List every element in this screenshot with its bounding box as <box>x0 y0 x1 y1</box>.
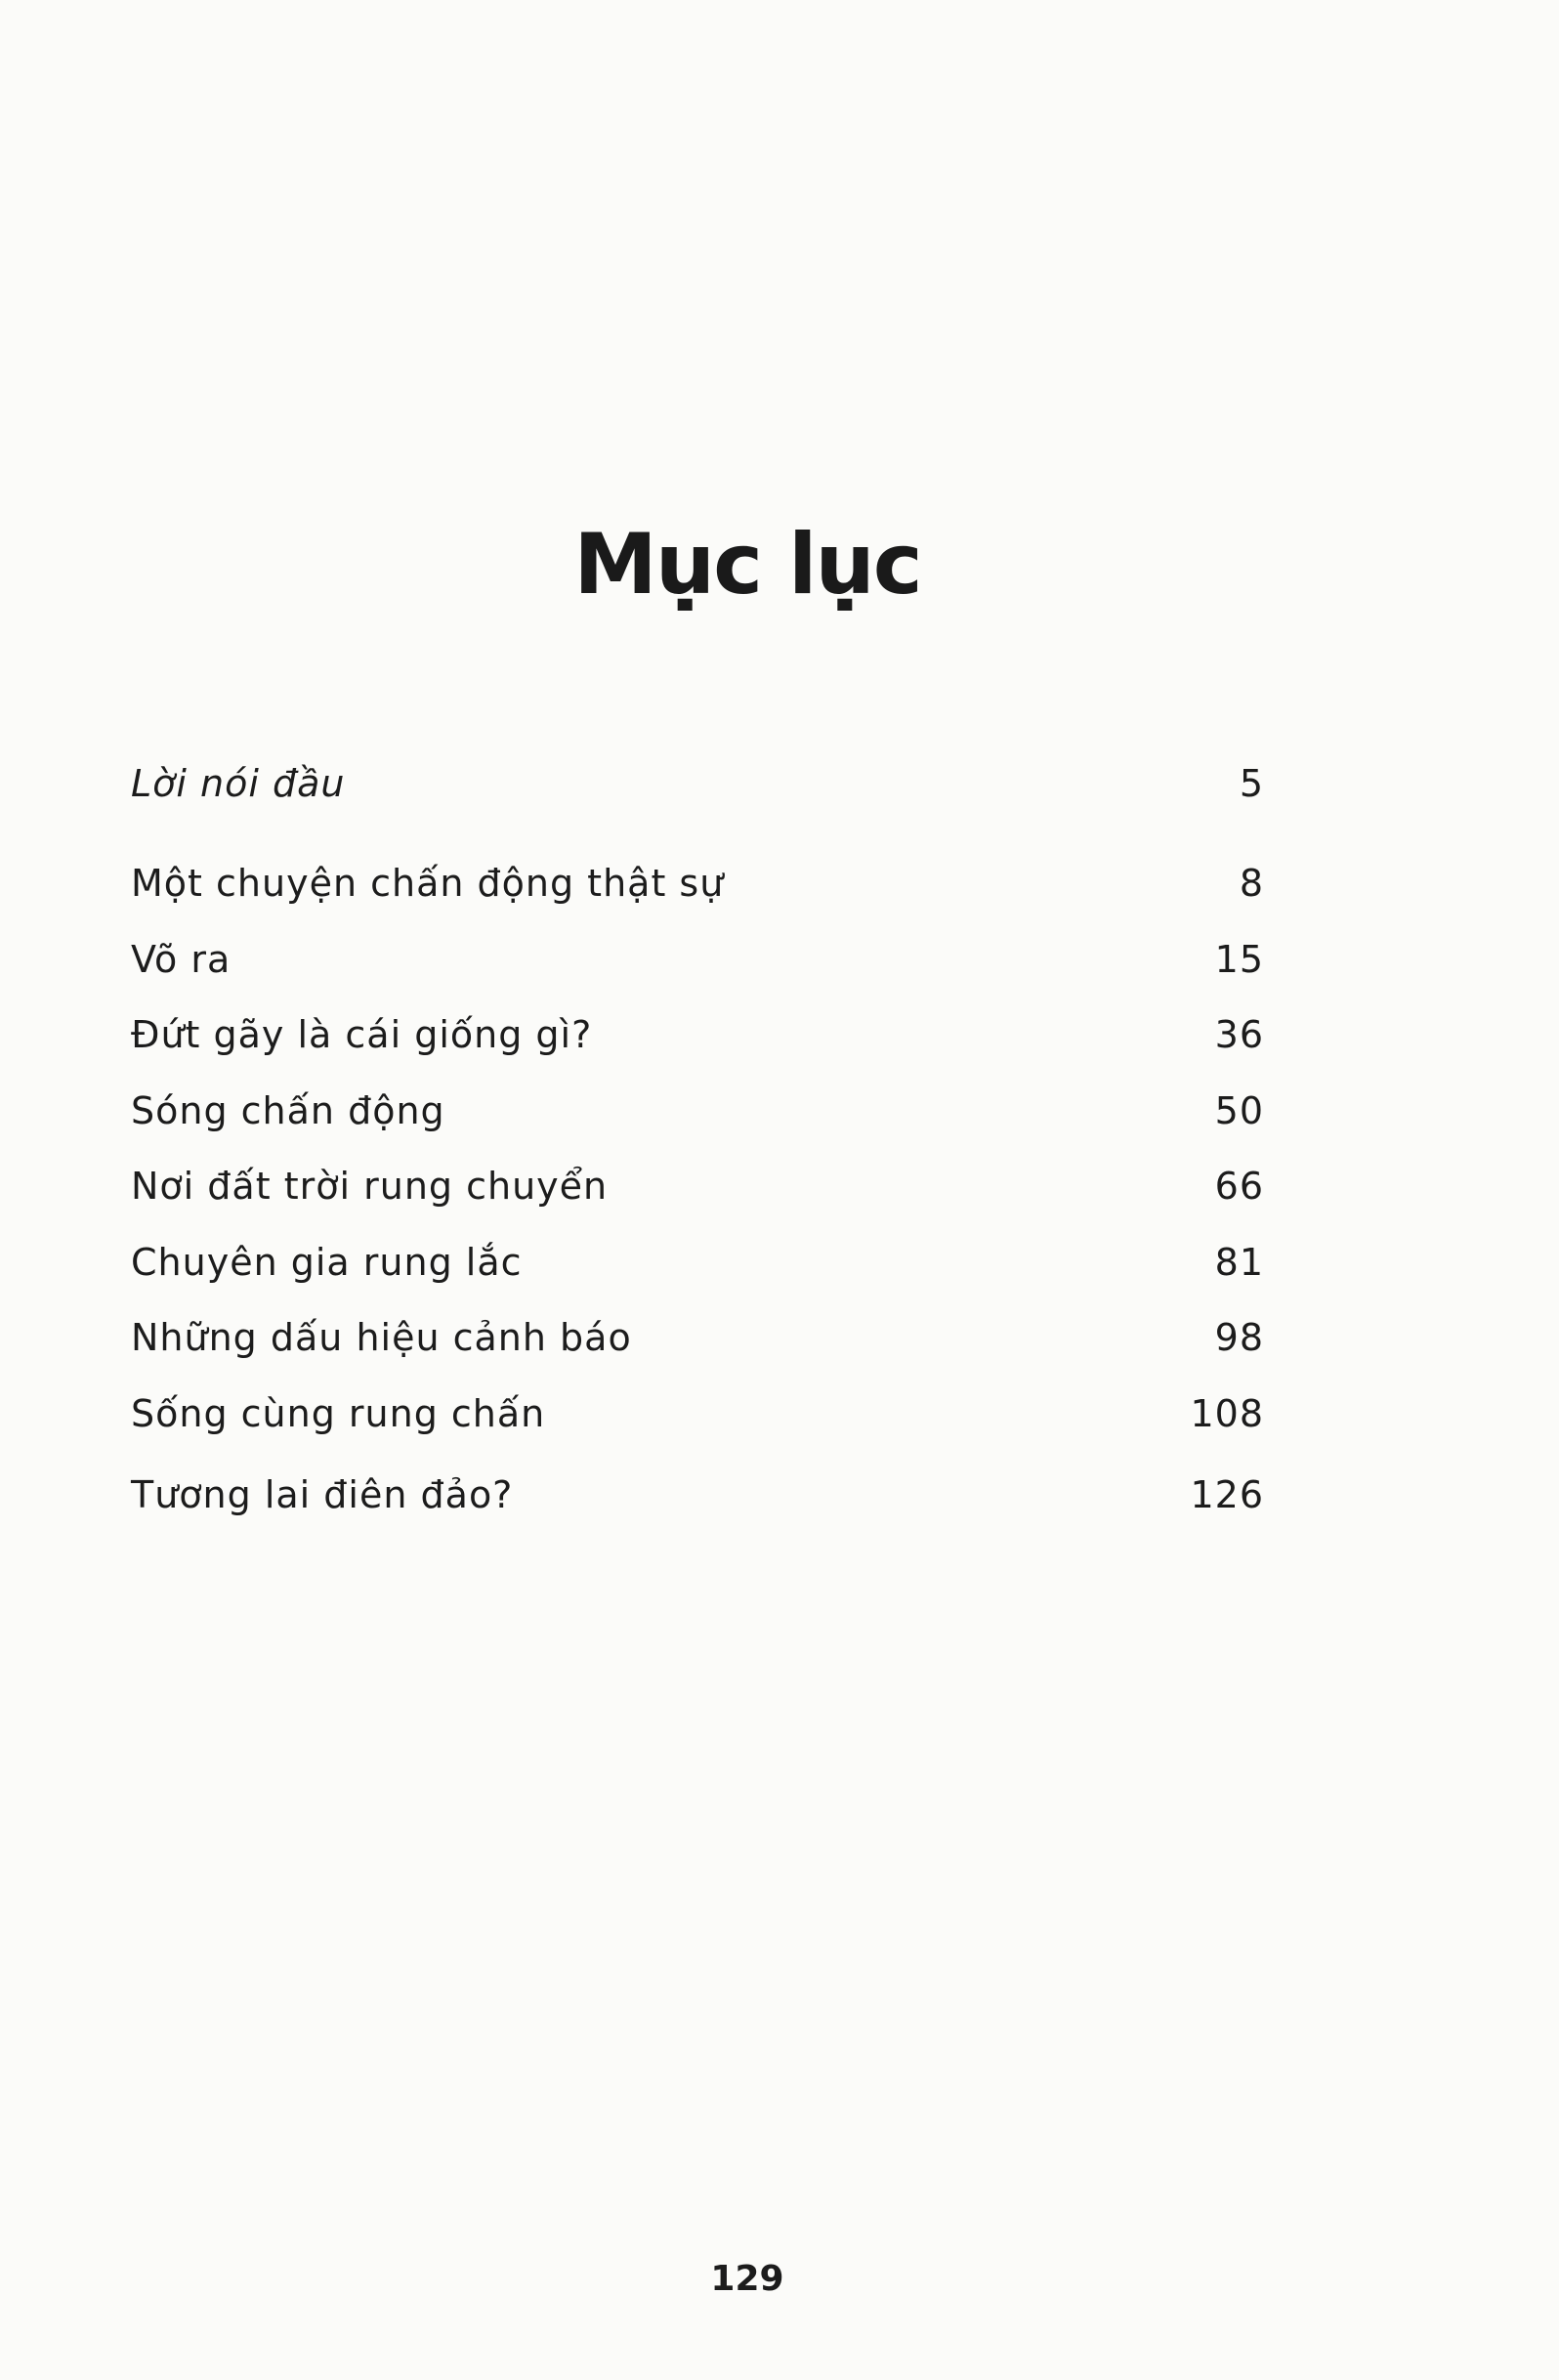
toc-item <box>131 938 1264 1014</box>
toc-item-title: Sóng chấn động <box>131 1088 445 1132</box>
toc-item-page: 81 <box>1214 1240 1264 1284</box>
toc-item-page: 98 <box>1214 1316 1264 1359</box>
toc-item <box>131 862 1264 938</box>
toc-item-title: Võ ra <box>131 937 232 981</box>
toc-item-page: 108 <box>1190 1391 1264 1435</box>
toc-item-title: Sống cùng rung chấn <box>131 1391 546 1435</box>
page-number: 129 <box>710 2259 784 2299</box>
table-of-contents <box>131 762 1264 1550</box>
toc-item-page: 50 <box>1214 1088 1264 1132</box>
toc-item <box>131 1013 1264 1089</box>
toc-item <box>131 1316 1264 1392</box>
toc-item-page: 36 <box>1214 1013 1264 1056</box>
toc-item-page: 15 <box>1214 937 1264 981</box>
toc-item-title: Tương lai điên đảo? <box>131 1473 514 1516</box>
toc-item-title: Đứt gãy là cái giống gì? <box>131 1013 593 1056</box>
toc-item-title: Chuyên gia rung lắc <box>131 1240 523 1284</box>
toc-item-page: 8 <box>1239 862 1264 905</box>
toc-item <box>131 1165 1264 1241</box>
toc-item <box>131 1241 1264 1317</box>
toc-item-page: 5 <box>1239 762 1264 805</box>
toc-item-title: Một chuyện chấn động thật sự <box>131 862 725 905</box>
toc-item-page: 126 <box>1190 1473 1264 1516</box>
toc-item <box>131 1392 1264 1468</box>
toc-item-page: 66 <box>1214 1165 1264 1208</box>
page-title: Mục lục <box>573 515 921 614</box>
toc-item-title: Lời nói đầu <box>131 762 346 805</box>
toc-item-title: Những dấu hiệu cảnh báo <box>131 1316 632 1359</box>
toc-item <box>131 1473 1264 1550</box>
toc-item <box>131 1089 1264 1166</box>
toc-item-title: Nơi đất trời rung chuyển <box>131 1165 609 1208</box>
toc-item <box>131 762 1264 862</box>
